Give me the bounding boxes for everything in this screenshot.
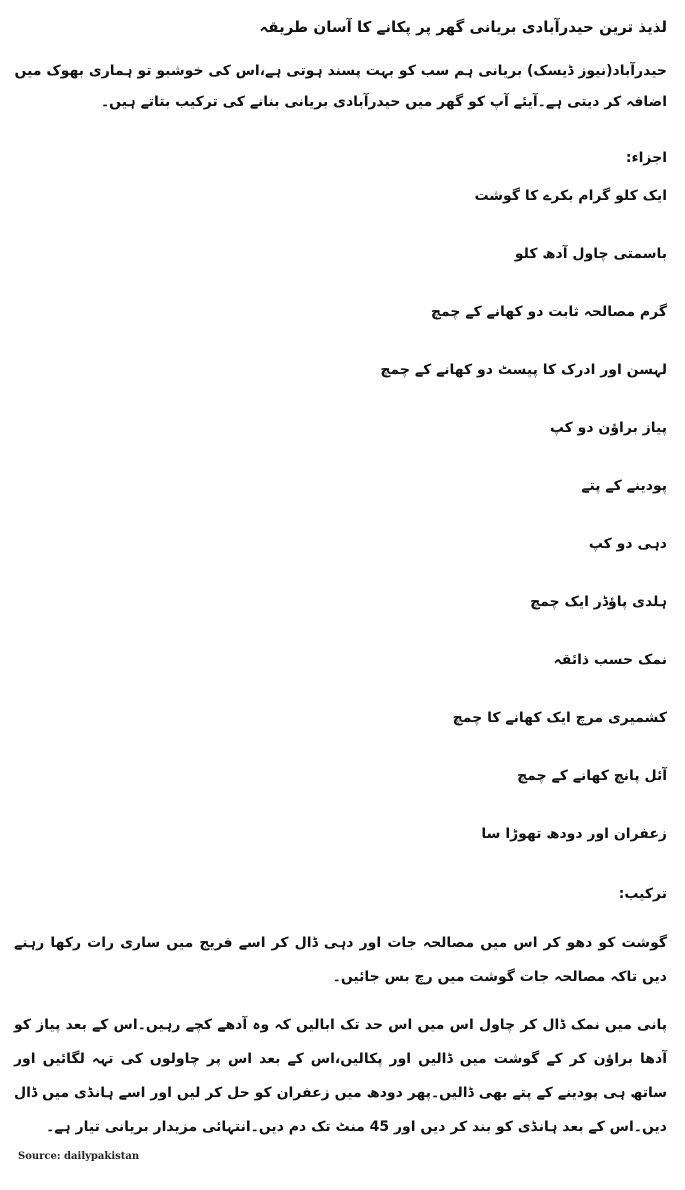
- ingredient-item: دہی دو کپ: [588, 536, 667, 552]
- article-title: لذیذ ترین حیدرآبادی بریانی گھر پر پکانے کا آسان طریقہ: [259, 18, 667, 36]
- ingredients-list: [14, 186, 667, 882]
- ingredient-item: پودینے کے پتے: [581, 478, 667, 494]
- method-step: گوشت کو دھو کر اس میں مصالحہ جات اور دہی ڈال کر اسے فریج میں ساری رات رکھا رہنے دیں تاکہ مصالحہ جات گوشت میں رچ بس جائیں۔: [14, 935, 667, 985]
- ingredient-item: کشمیری مرچ ایک کھانے کا چمچ: [452, 710, 667, 726]
- ingredient-item: گرم مصالحہ ثابت دو کھانے کے چمچ: [430, 304, 667, 320]
- method-steps: [14, 926, 667, 1144]
- ingredient-item: ہلدی پاؤڈر ایک چمچ: [530, 594, 667, 610]
- ingredient-item: نمک حسب ذائقہ: [553, 652, 667, 668]
- ingredient-item: لہسن اور ادرک کا پیسٹ دو کھانے کے چمچ: [380, 362, 667, 378]
- method-heading: ترکیب:: [618, 886, 667, 902]
- ingredients-heading: اجزاء:: [625, 150, 667, 166]
- ingredient-item: باسمتی چاول آدھ کلو: [514, 246, 667, 262]
- ingredient-item: آئل پانچ کھانے کے چمچ: [517, 768, 667, 784]
- source-credit: Source: dailypakistan: [18, 1151, 140, 1162]
- ingredient-item: ایک کلو گرام بکرے کا گوشت: [474, 188, 667, 204]
- ingredient-item: زعفران اور دودھ تھوڑا سا: [481, 826, 667, 842]
- intro-paragraph: حیدرآباد(نیوز ڈیسک) بریانی ہم سب کو بہت پسند ہوتی ہے،اس کی خوشبو تو ہماری بھوک میں اضافہ کر دیتی ہے۔آیئے آپ کو گھر میں حیدرآبادی بریانی بنانے کی ترکیب بتاتے ہیں۔: [14, 63, 667, 110]
- ingredient-item: پیاز براؤن دو کپ: [549, 420, 667, 436]
- method-step: پانی میں نمک ڈال کر چاول اس میں اس حد تک ابالیں کہ وہ آدھے کچے رہیں۔اس کے بعد پیاز کو آدھا براؤن کر کے گوشت میں ڈالیں اور پکالیں،اس کے بعد اس پر چاولوں کی تہہ لگائیں اور ساتھ ہی پودینے کے پتے بھی ڈالیں۔پھر دودھ میں زعفران کو حل کر لیں اور اسے ہانڈی میں ڈال دیں۔اس کے بعد ہانڈی کو بند کر دیں اور 45 منٹ تک دم دیں۔انتہائی مزیدار بریانی تیار ہے۔: [14, 1017, 667, 1135]
